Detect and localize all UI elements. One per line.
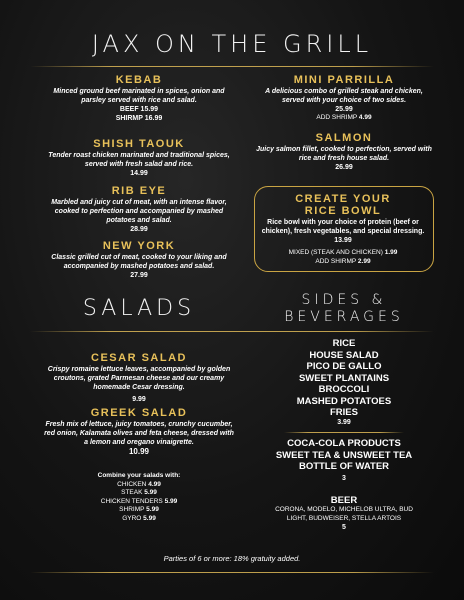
greek-price: 10.99 [128, 447, 150, 456]
salads-heading: SALADS [82, 296, 196, 321]
beer-desc: CORONA, MODELO, MICHELOB ULTRA, BUD LIGHT, BUDWEISER, STELLA ARTOIS [275, 506, 413, 522]
gratuity-note: Parties of 6 or more: 18% gratuity added. [163, 554, 301, 563]
newyork-desc: Classic grilled cut of meat, cooked to your liking and accompanied by mashed potatoes and salad. [51, 254, 227, 270]
title-divider [30, 66, 434, 67]
kebab-item [44, 74, 234, 123]
combine-title: Combine your salads with: [97, 472, 181, 479]
rice-bowl-name-1: CREATE YOUR [295, 193, 391, 205]
addon-label: SHRIMP [119, 506, 145, 513]
salmon-price: 26.99 [335, 164, 353, 171]
kebab-desc: Minced ground beef marinated in spices, onion and parsley served with rice and salad. [53, 88, 225, 104]
sides-divider [284, 432, 404, 433]
kebab-beef-price: 15.99 [140, 106, 159, 113]
salmon-item [254, 132, 434, 172]
newyork-price: 27.99 [130, 272, 148, 279]
kebab-shrimp-price: 16.99 [144, 115, 163, 122]
shish-name: SHISH TAOUK [93, 138, 185, 150]
new-york-item [44, 240, 234, 280]
drink-item: BOTTLE OF WATER [298, 461, 390, 472]
side-item: RICE [332, 338, 356, 349]
salad-addons [44, 472, 234, 523]
drinks-price: 3 [342, 475, 346, 482]
addon-price: 4.99 [148, 480, 161, 488]
beer-item [254, 495, 434, 532]
addon-price: 5.99 [143, 514, 156, 522]
side-item: PICO DE GALLO [306, 361, 382, 372]
rice-bowl-price: 13.99 [334, 237, 352, 244]
mini-parrilla-item [254, 74, 434, 123]
kebab-name: KEBAB [115, 74, 163, 86]
rib-eye-item [44, 185, 234, 234]
rice-bowl-name-2: RICE BOWL [304, 205, 382, 217]
salmon-name: SALMON [315, 132, 373, 144]
ribeye-name: RIB EYE [111, 185, 167, 197]
kebab-shrimp-label: SHIRMP [115, 115, 143, 122]
addon-price: 5.99 [144, 489, 157, 496]
sides-heading-line-1: SIDES & [301, 292, 387, 308]
parrilla-price: 25.99 [335, 106, 353, 113]
shish-desc: Tender roast chicken marinated and traditional spices, served with fresh salad and rice. [48, 152, 230, 168]
newyork-name: NEW YORK [102, 240, 176, 252]
side-item: HOUSE SALAD [309, 349, 379, 361]
greek-salad-item [44, 407, 234, 456]
cesar-salad-item [44, 352, 234, 404]
addon-price: 5.99 [164, 497, 178, 505]
drinks-list [254, 438, 434, 473]
greek-desc: Fresh mix of lettuce, juicy tomatoes, crunchy cucumber, red onion, Kalamata olives and feta cheese, dressed with a lemon and oregano vinaigrette. [44, 421, 234, 446]
side-item: SWEET PLANTAINS [298, 372, 390, 384]
addon-label: CHICKEN [117, 480, 147, 488]
side-item: FRIES [330, 407, 358, 418]
rice-bowl-desc: Rice bowl with your choice of protein (beef or chicken), fresh vegetables, and special dressing. [261, 219, 425, 235]
drink-item: SWEET TEA & UNSWEET TEA [275, 449, 413, 461]
rice-bowl-mixed-price: 1.99 [384, 249, 398, 256]
side-item: BROCCOLI [318, 384, 370, 395]
addon-label: CHICKEN TENDERS [100, 497, 163, 505]
beer-name: BEER [330, 495, 358, 506]
kebab-beef-label: BEEF [119, 106, 139, 113]
parrilla-desc: A delicious combo of grilled steak and chicken, served with your choice of two sides. [265, 88, 423, 104]
beer-price: 5 [342, 524, 346, 531]
cesar-price: 9.99 [132, 396, 146, 403]
parrilla-addon-price: 4.99 [358, 114, 372, 121]
ribeye-price: 28.99 [130, 226, 148, 233]
footer-divider [30, 572, 434, 573]
addon-label: GYRO [122, 514, 142, 522]
parrilla-name: MINI PARRILLA [293, 74, 395, 86]
side-item: MASHED POTATOES [296, 395, 392, 407]
greek-name: GREEK SALAD [90, 407, 188, 419]
shish-taouk-item [44, 138, 234, 178]
rice-bowl-item [258, 193, 428, 266]
ribeye-desc: Marbled and juicy cut of meat, with an intense flavor, cooked to perfection and accompanied by mashed potatoes and salad. [51, 199, 227, 224]
rice-bowl-mixed-label: MIXED (STEAK AND CHICKEN) [288, 249, 383, 256]
rice-bowl-shrimp-price: 2.99 [357, 257, 371, 265]
addon-price: 5.99 [146, 506, 159, 513]
sides-price: 3.99 [337, 419, 351, 426]
shish-price: 14.99 [130, 170, 148, 177]
salmon-desc: Juicy salmon fillet, cooked to perfection, served with rice and fresh house salad. [256, 146, 432, 162]
sides-list [254, 338, 434, 419]
parrilla-addon-label: ADD SHRIMP [316, 114, 358, 121]
cesar-name: CESAR SALAD [91, 352, 187, 364]
addon-label: STEAK [121, 489, 143, 496]
drink-item: COCA-COLA PRODUCTS [287, 438, 401, 449]
sides-heading-line-2: BEVERAGES [284, 309, 404, 325]
section-divider [30, 331, 434, 332]
rice-bowl-shrimp-label: ADD SHIRMP [315, 257, 357, 265]
menu-title: JAX ON THE GRILL [91, 30, 373, 58]
cesar-desc: Crispy romaine lettuce leaves, accompanied by golden croutons, grated Parmesan cheese and our creamy homemade Cesar dressing. [47, 366, 231, 391]
